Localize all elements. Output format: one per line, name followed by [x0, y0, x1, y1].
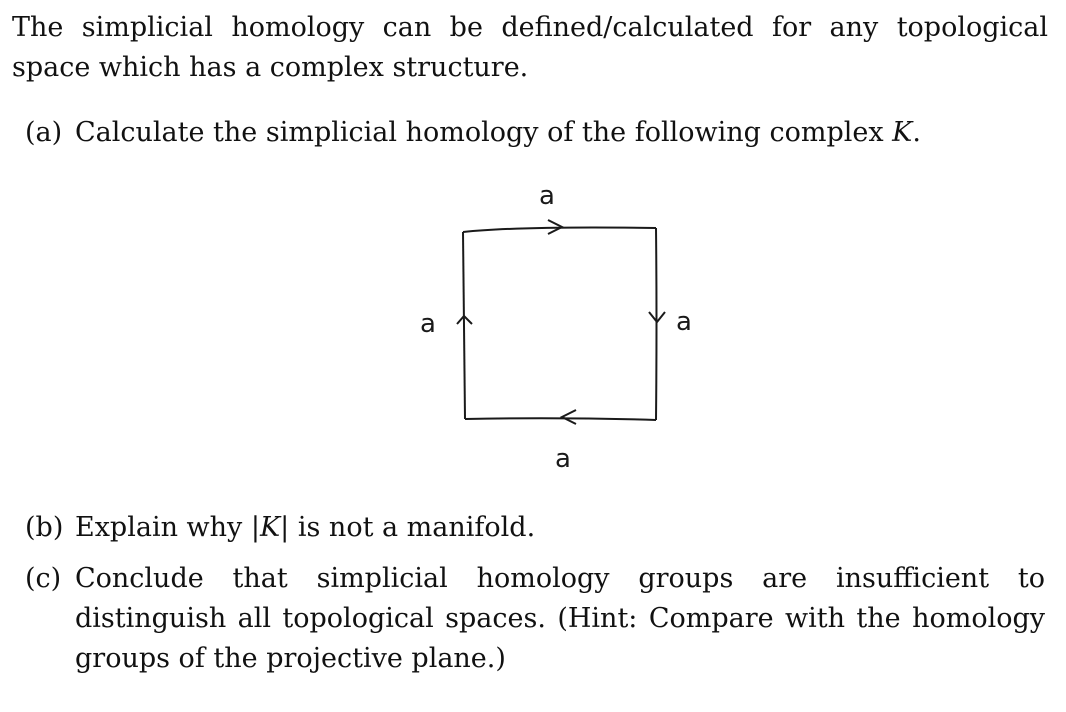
edge-label-left: a — [420, 309, 436, 339]
edge-right — [656, 228, 657, 420]
part-b-text-end: | is not a manifold. — [280, 512, 536, 543]
part-c-text: Conclude that simplicial homology groups are insufficient to distinguish all topological spaces. (Hint: Compare with the homology groups of the projective plane.) — [75, 563, 1045, 674]
part-c-label: (c) — [25, 563, 62, 594]
part-a — [25, 113, 1045, 155]
edge-label-top: a — [539, 181, 555, 211]
edge-label-right: a — [676, 307, 692, 337]
edge-label-bottom: a — [555, 444, 571, 470]
part-a-label: (a) — [25, 117, 63, 148]
square-complex-diagram — [400, 170, 720, 470]
arrow-bottom-left — [562, 410, 576, 424]
part-b-text-main: Explain why | — [75, 512, 260, 543]
problem-intro: The simplicial homology can be defined/calculated for any topological space which has a complex structure. — [12, 12, 1048, 83]
edge-left — [463, 232, 465, 419]
part-b-label: (b) — [25, 512, 64, 543]
part-a-text — [75, 113, 921, 153]
part-b-text — [75, 508, 535, 548]
edge-bottom — [465, 418, 656, 420]
part-c — [25, 559, 1045, 684]
part-a-text-main: Calculate the simplicial homology of the following complex — [75, 117, 893, 148]
complex-symbol: K — [892, 117, 913, 148]
complex-symbol-b: K — [260, 512, 281, 543]
part-a-text-end: . — [912, 117, 921, 148]
part-b — [25, 508, 1045, 550]
